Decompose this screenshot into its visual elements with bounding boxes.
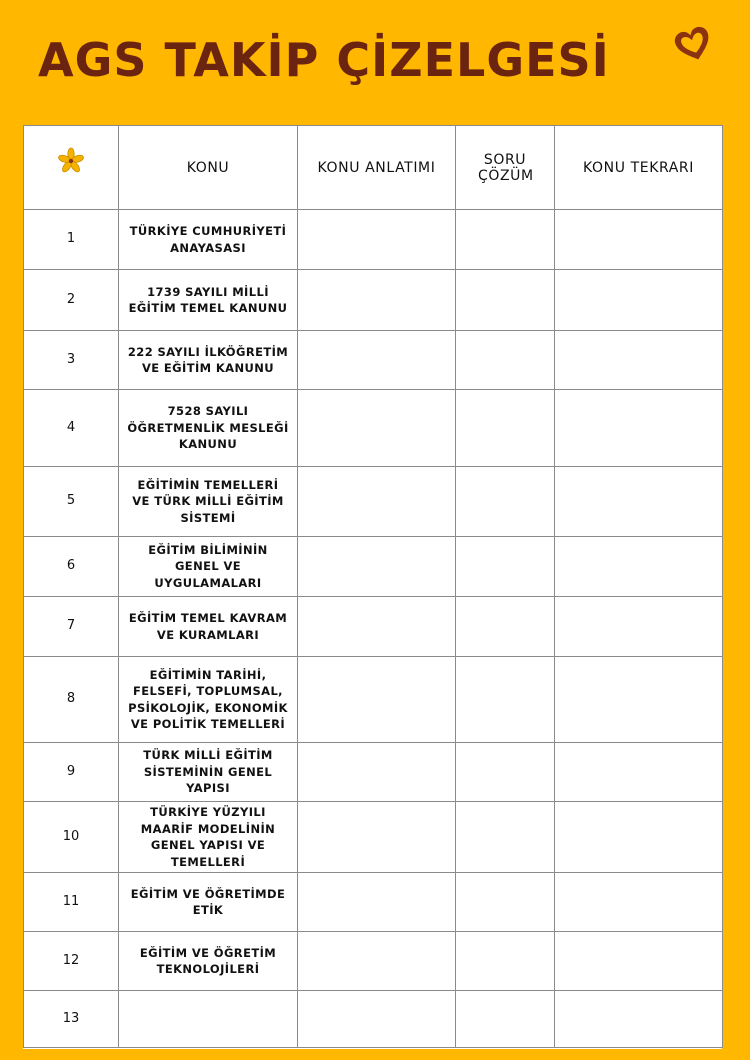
question-cell[interactable] bbox=[456, 802, 555, 873]
question-cell[interactable] bbox=[456, 537, 555, 597]
row-topic: EĞİTİMİN TEMELLERİ VE TÜRK MİLLİ EĞİTİM SİSTEMİ bbox=[119, 467, 298, 537]
heart-icon bbox=[672, 24, 716, 68]
row-number: 12 bbox=[24, 932, 119, 991]
question-cell[interactable] bbox=[456, 270, 555, 331]
row-topic: 222 SAYILI İLKÖĞRETİM VE EĞİTİM KANUNU bbox=[119, 331, 298, 390]
row-topic: 7528 SAYILI ÖĞRETMENLİK MESLEĞİ KANUNU bbox=[119, 390, 298, 467]
column-header-topic: KONU bbox=[119, 126, 298, 210]
lecture-cell[interactable] bbox=[298, 331, 456, 390]
question-cell[interactable] bbox=[456, 390, 555, 467]
row-topic: EĞİTİM TEMEL KAVRAM VE KURAMLARI bbox=[119, 597, 298, 657]
row-number: 9 bbox=[24, 743, 119, 802]
table-row bbox=[24, 657, 723, 743]
lecture-cell[interactable] bbox=[298, 390, 456, 467]
row-number: 13 bbox=[24, 991, 119, 1048]
question-cell[interactable] bbox=[456, 657, 555, 743]
question-cell[interactable] bbox=[456, 210, 555, 270]
question-cell[interactable] bbox=[456, 743, 555, 802]
row-topic: EĞİTİM BİLİMİNİN GENEL VE UYGULAMALARI bbox=[119, 537, 298, 597]
table-row bbox=[24, 932, 723, 991]
table-row bbox=[24, 331, 723, 390]
table-row bbox=[24, 873, 723, 932]
lecture-cell[interactable] bbox=[298, 802, 456, 873]
review-cell[interactable] bbox=[555, 537, 723, 597]
review-cell[interactable] bbox=[555, 657, 723, 743]
review-cell[interactable] bbox=[555, 743, 723, 802]
question-cell[interactable] bbox=[456, 932, 555, 991]
table-row bbox=[24, 743, 723, 802]
row-number: 5 bbox=[24, 467, 119, 537]
table-row bbox=[24, 210, 723, 270]
question-cell[interactable] bbox=[456, 597, 555, 657]
table-row bbox=[24, 802, 723, 873]
tracking-table bbox=[23, 125, 723, 1048]
review-cell[interactable] bbox=[555, 991, 723, 1048]
review-cell[interactable] bbox=[555, 210, 723, 270]
tracking-sheet bbox=[23, 125, 722, 1049]
lecture-cell[interactable] bbox=[298, 991, 456, 1048]
review-cell[interactable] bbox=[555, 467, 723, 537]
row-topic bbox=[119, 991, 298, 1048]
question-cell[interactable] bbox=[456, 467, 555, 537]
table-row bbox=[24, 991, 723, 1048]
column-header-review: KONU TEKRARI bbox=[555, 126, 723, 210]
table-row bbox=[24, 537, 723, 597]
column-header-lecture: KONU ANLATIMI bbox=[298, 126, 456, 210]
header-icon-cell bbox=[24, 126, 119, 210]
page-title: AGS TAKİP ÇİZELGESİ bbox=[38, 33, 610, 87]
review-cell[interactable] bbox=[555, 270, 723, 331]
lecture-cell[interactable] bbox=[298, 873, 456, 932]
row-topic: EĞİTİM VE ÖĞRETİM TEKNOLOJİLERİ bbox=[119, 932, 298, 991]
row-number: 3 bbox=[24, 331, 119, 390]
question-cell[interactable] bbox=[456, 331, 555, 390]
row-topic: 1739 SAYILI MİLLİ EĞİTİM TEMEL KANUNU bbox=[119, 270, 298, 331]
lecture-cell[interactable] bbox=[298, 597, 456, 657]
review-cell[interactable] bbox=[555, 873, 723, 932]
row-topic: TÜRKİYE YÜZYILI MAARİF MODELİNİN GENEL YAPISI VE TEMELLERİ bbox=[119, 802, 298, 873]
row-number: 2 bbox=[24, 270, 119, 331]
table-row bbox=[24, 597, 723, 657]
review-cell[interactable] bbox=[555, 331, 723, 390]
row-topic: EĞİTİM VE ÖĞRETİMDE ETİK bbox=[119, 873, 298, 932]
row-number: 11 bbox=[24, 873, 119, 932]
flower-icon bbox=[57, 147, 85, 175]
row-number: 10 bbox=[24, 802, 119, 873]
table-row bbox=[24, 270, 723, 331]
review-cell[interactable] bbox=[555, 597, 723, 657]
row-topic: TÜRK MİLLİ EĞİTİM SİSTEMİNİN GENEL YAPISI bbox=[119, 743, 298, 802]
row-number: 4 bbox=[24, 390, 119, 467]
lecture-cell[interactable] bbox=[298, 467, 456, 537]
row-number: 8 bbox=[24, 657, 119, 743]
review-cell[interactable] bbox=[555, 390, 723, 467]
review-cell[interactable] bbox=[555, 932, 723, 991]
lecture-cell[interactable] bbox=[298, 932, 456, 991]
lecture-cell[interactable] bbox=[298, 657, 456, 743]
row-number: 1 bbox=[24, 210, 119, 270]
question-cell[interactable] bbox=[456, 991, 555, 1048]
row-number: 7 bbox=[24, 597, 119, 657]
question-cell[interactable] bbox=[456, 873, 555, 932]
column-header-question-solving: SORU ÇÖZÜM bbox=[456, 126, 555, 210]
table-row bbox=[24, 390, 723, 467]
lecture-cell[interactable] bbox=[298, 537, 456, 597]
row-number: 6 bbox=[24, 537, 119, 597]
lecture-cell[interactable] bbox=[298, 210, 456, 270]
lecture-cell[interactable] bbox=[298, 743, 456, 802]
row-topic: EĞİTİMİN TARİHİ, FELSEFİ, TOPLUMSAL, PSİKOLOJİK, EKONOMİK VE POLİTİK TEMELLERİ bbox=[119, 657, 298, 743]
table-row bbox=[24, 467, 723, 537]
review-cell[interactable] bbox=[555, 802, 723, 873]
header-row bbox=[24, 126, 723, 210]
row-topic: TÜRKİYE CUMHURİYETİ ANAYASASI bbox=[119, 210, 298, 270]
lecture-cell[interactable] bbox=[298, 270, 456, 331]
